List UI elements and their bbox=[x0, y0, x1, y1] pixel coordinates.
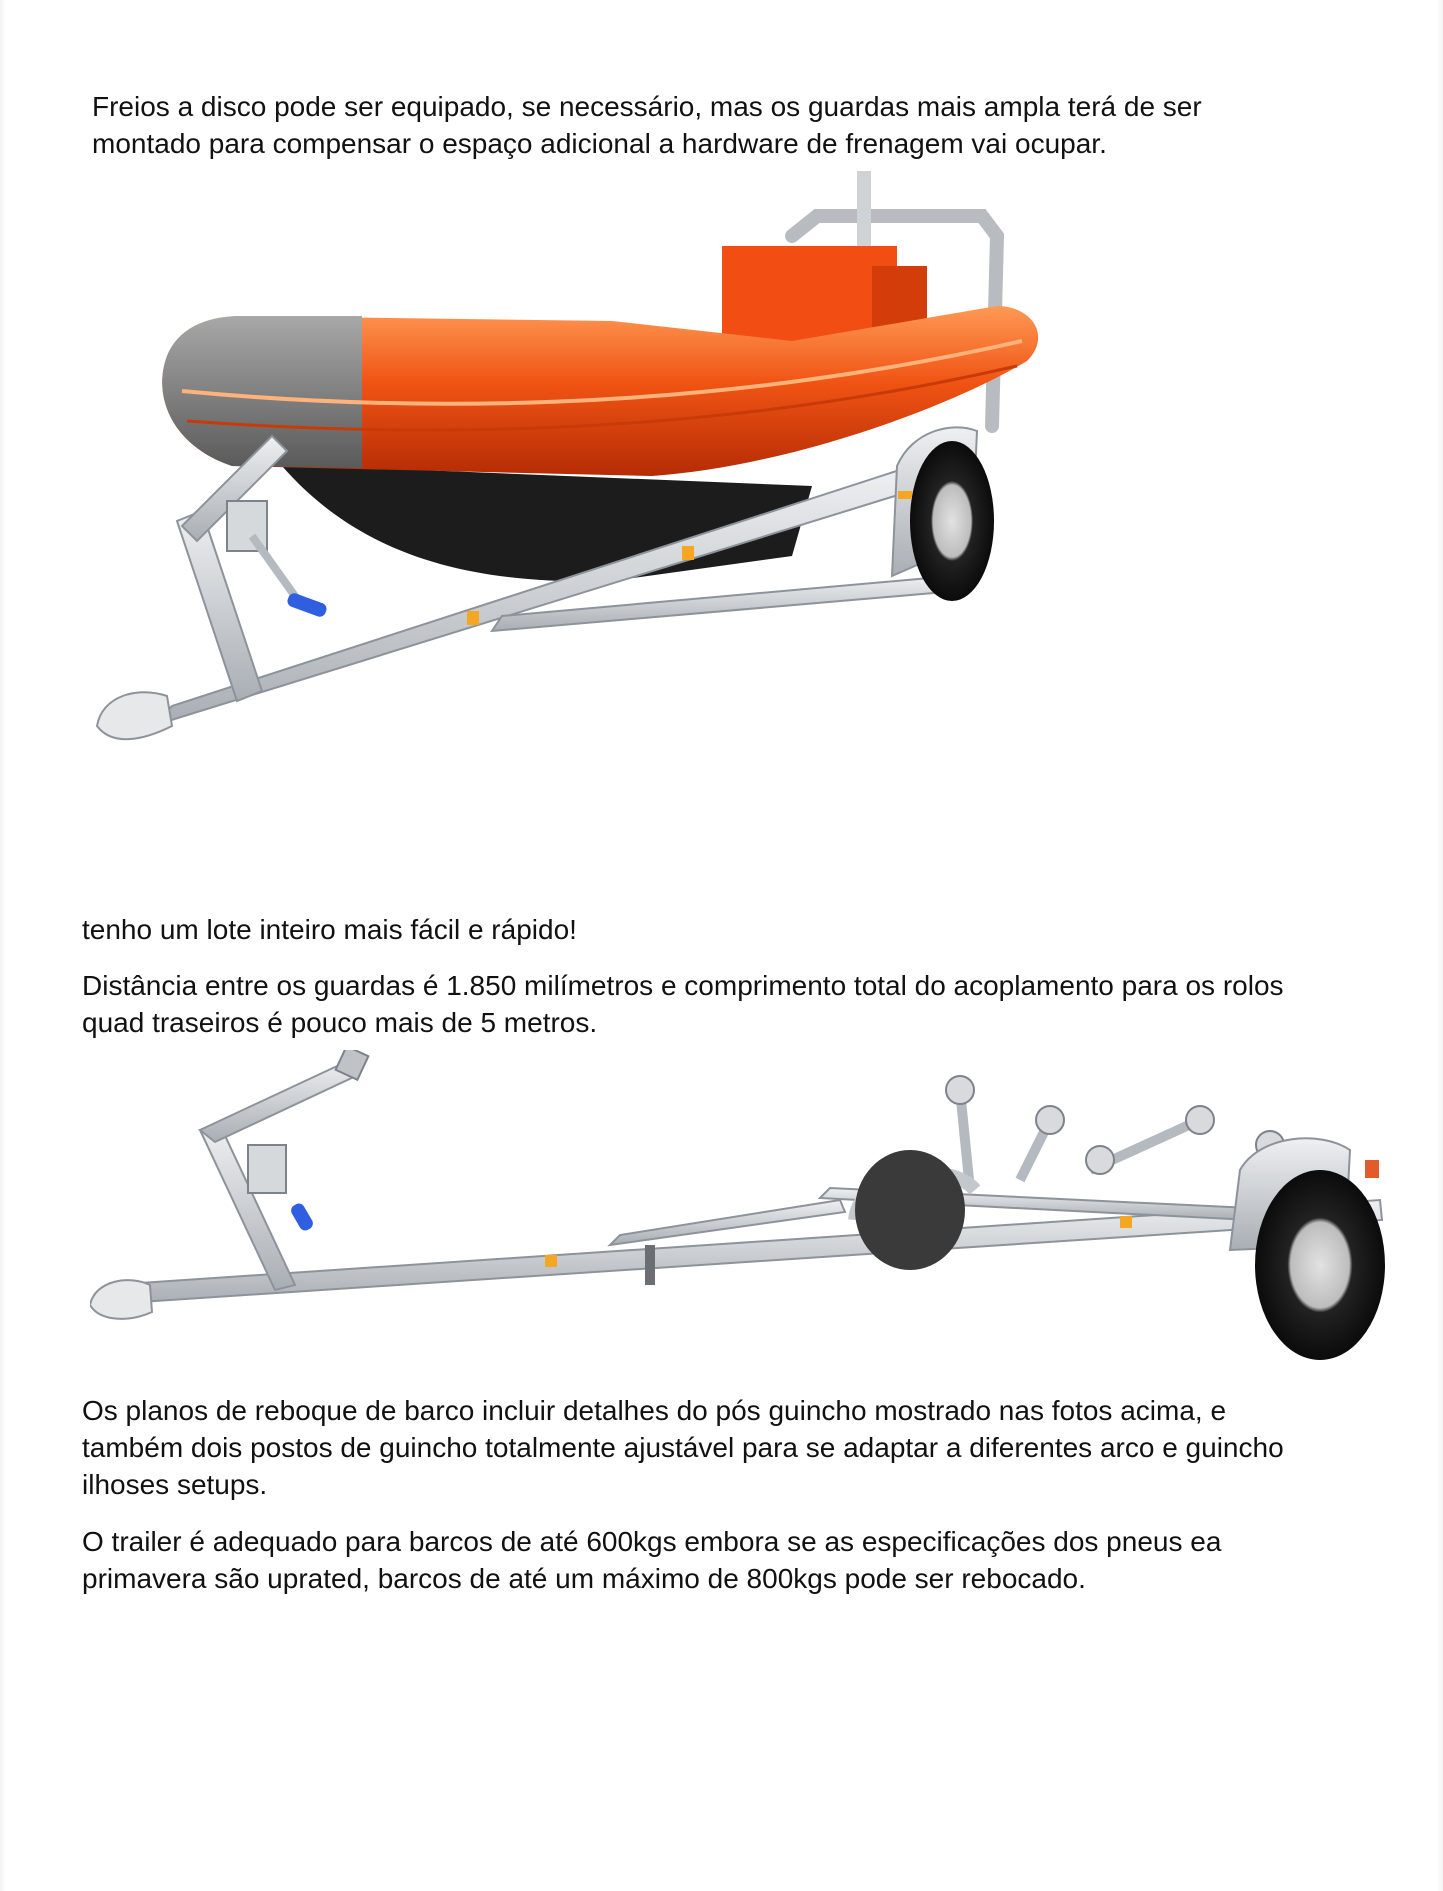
far-wheel bbox=[855, 1150, 965, 1270]
paragraph-winch-plans: Os planos de reboque de barco incluir detalhes do pós guincho mostrado nas fotos acima, e também dois postos de guincho totalmente ajustável para se adaptar a diferentes arco e guincho ilhoses setups. bbox=[82, 1395, 1284, 1500]
winch-post-arm bbox=[200, 1060, 358, 1142]
trailer-wheel bbox=[1255, 1170, 1385, 1360]
winch bbox=[248, 1145, 286, 1193]
trailer-svg bbox=[90, 1050, 1390, 1380]
trailer-wheel bbox=[910, 441, 994, 601]
reflector bbox=[682, 546, 694, 560]
boat-on-trailer-illustration bbox=[92, 166, 1102, 878]
page-edge-right bbox=[1437, 0, 1443, 1891]
paragraph-dimensions: Distância entre os guardas é 1.850 milímetros e comprimento total do acoplamento para os rolos quad traseiros é pouco mais de 5 metros. bbox=[82, 970, 1284, 1038]
jockey-leg bbox=[645, 1245, 655, 1285]
roller bbox=[1036, 1106, 1064, 1134]
winch-handle bbox=[289, 1201, 315, 1232]
roller bbox=[1086, 1146, 1114, 1174]
reflector bbox=[898, 491, 912, 499]
empty-trailer-illustration bbox=[90, 1050, 1390, 1380]
winch-handle bbox=[286, 592, 328, 619]
paragraph-capacity: O trailer é adequado para barcos de até 600kgs embora se as especificações dos pneus ea primavera são uprated, barcos de até um máximo de 800kgs pode ser rebocado. bbox=[82, 1526, 1222, 1594]
reflector bbox=[1120, 1216, 1132, 1228]
roller bbox=[1186, 1106, 1214, 1134]
tow-coupling bbox=[90, 1280, 152, 1319]
paragraph-disc-brakes: Freios a disco pode ser equipado, se necessário, mas os guardas mais ampla terá de ser montado para compensar o espaço adicional a hardware de frenagem vai ocupar. bbox=[92, 91, 1202, 159]
paragraph-easier-faster: tenho um lote inteiro mais fácil e rápido! bbox=[82, 914, 577, 945]
reflector bbox=[467, 611, 479, 625]
page-edge-left bbox=[0, 0, 6, 1891]
tail-light bbox=[1365, 1160, 1379, 1178]
boat-trailer-svg bbox=[92, 166, 1102, 878]
roller bbox=[946, 1076, 974, 1104]
reflector bbox=[545, 1255, 557, 1267]
tow-coupling bbox=[97, 692, 172, 739]
